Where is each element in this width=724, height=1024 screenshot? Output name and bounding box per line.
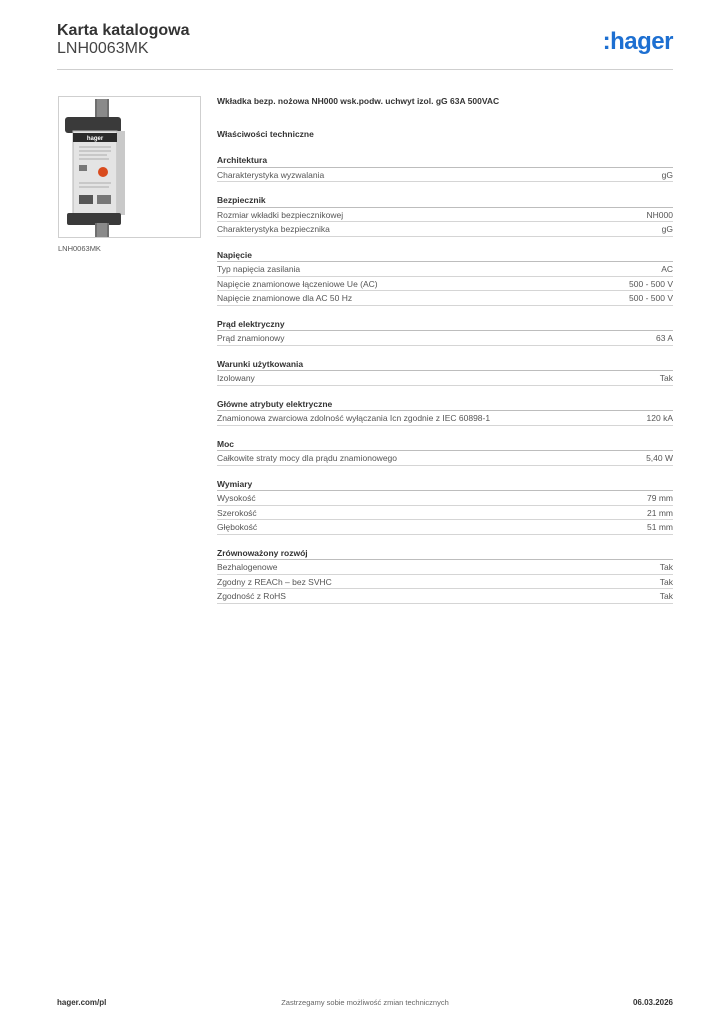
property-value: 5,40 W <box>646 453 673 463</box>
section-title: Napięcie <box>217 248 673 263</box>
section-title: Warunki użytkowania <box>217 357 673 372</box>
section-title: Zrównoważony rozwój <box>217 546 673 561</box>
footer-disclaimer: Zastrzegamy sobie możliwość zmian technicznych <box>281 998 449 1007</box>
page-header <box>57 20 673 70</box>
section-title: Wymiary <box>217 477 673 492</box>
property-value: 120 kA <box>646 413 673 423</box>
property-label: Znamionowa zwarciowa zdolność wyłączania Icn zgodnie z IEC 60898-1 <box>217 413 491 423</box>
property-row <box>217 222 673 237</box>
property-label: Prąd znamionowy <box>217 333 285 343</box>
property-label: Bezhalogenowe <box>217 562 278 572</box>
property-label: Całkowite straty mocy dla prądu znamionowego <box>217 453 398 463</box>
property-section <box>217 153 673 182</box>
property-section <box>217 397 673 426</box>
section-title: Główne atrybuty elektryczne <box>217 397 673 412</box>
property-label: Głębokość <box>217 522 258 532</box>
property-label: Wysokość <box>217 493 256 503</box>
property-value: gG <box>661 169 673 180</box>
property-value: Tak <box>659 373 673 383</box>
property-row <box>217 371 673 386</box>
property-label: Izolowany <box>217 373 255 383</box>
fuse-label: hager <box>86 136 104 142</box>
section-title: Architektura <box>217 153 673 168</box>
property-row <box>217 168 673 183</box>
property-value: NH000 <box>646 209 673 220</box>
property-label: Charakterystyka wyzwalania <box>217 169 325 180</box>
property-section <box>217 193 673 237</box>
product-image <box>58 96 201 238</box>
document-title: Karta katalogowa <box>57 22 190 39</box>
property-value: Tak <box>659 576 673 587</box>
property-label: Zgodny z REACh – bez SVHC <box>217 576 332 587</box>
property-row <box>217 589 673 604</box>
property-row <box>217 451 673 466</box>
property-row <box>217 331 673 346</box>
property-row <box>217 291 673 306</box>
product-details <box>217 96 673 615</box>
property-value: 79 mm <box>647 493 673 503</box>
page-footer <box>57 998 673 1010</box>
footer-website[interactable]: hager.com/pl <box>57 998 107 1007</box>
section-title: Moc <box>217 437 673 452</box>
property-value: 21 mm <box>647 507 673 518</box>
property-label: Typ napięcia zasilania <box>217 264 301 274</box>
property-value: 51 mm <box>647 522 673 532</box>
section-title: Prąd elektryczny <box>217 317 673 332</box>
property-label: Napięcie znamionowe łączeniowe Ue (AC) <box>217 278 378 289</box>
property-section <box>217 546 673 604</box>
fuse-image-icon <box>59 97 202 239</box>
property-section <box>217 357 673 386</box>
property-row <box>217 491 673 506</box>
hager-logo[interactable]: :hager <box>602 28 673 55</box>
property-label: Zgodność z RoHS <box>217 591 286 601</box>
property-label: Szerokość <box>217 507 257 518</box>
property-value: 63 A <box>655 333 673 343</box>
property-section <box>217 477 673 535</box>
property-row <box>217 262 673 277</box>
footer-date: 06.03.2026 <box>632 998 673 1007</box>
property-value: 500 - 500 V <box>629 278 673 289</box>
property-row <box>217 520 673 535</box>
property-value: 500 - 500 V <box>629 293 673 303</box>
property-row <box>217 575 673 590</box>
property-sections <box>217 153 673 604</box>
property-row <box>217 560 673 575</box>
image-caption: LNH0063MK <box>58 244 101 253</box>
property-value: AC <box>661 264 673 274</box>
property-row <box>217 277 673 292</box>
product-description: Wkładka bezp. nożowa NH000 wsk.podw. uchwyt izol. gG 63A 500VAC <box>217 96 500 106</box>
properties-heading: Właściwości techniczne <box>217 129 314 139</box>
property-section <box>217 317 673 346</box>
property-row <box>217 506 673 521</box>
property-section <box>217 437 673 466</box>
product-code: LNH0063MK <box>57 40 149 57</box>
property-row <box>217 411 673 426</box>
property-label: Napięcie znamionowe dla AC 50 Hz <box>217 293 353 303</box>
property-value: Tak <box>659 591 673 601</box>
property-value: gG <box>661 224 673 234</box>
property-section <box>217 248 673 306</box>
property-value: Tak <box>659 562 673 572</box>
section-title: Bezpiecznik <box>217 193 673 208</box>
property-label: Rozmiar wkładki bezpiecznikowej <box>217 209 344 220</box>
property-label: Charakterystyka bezpiecznika <box>217 224 330 234</box>
property-row <box>217 208 673 223</box>
